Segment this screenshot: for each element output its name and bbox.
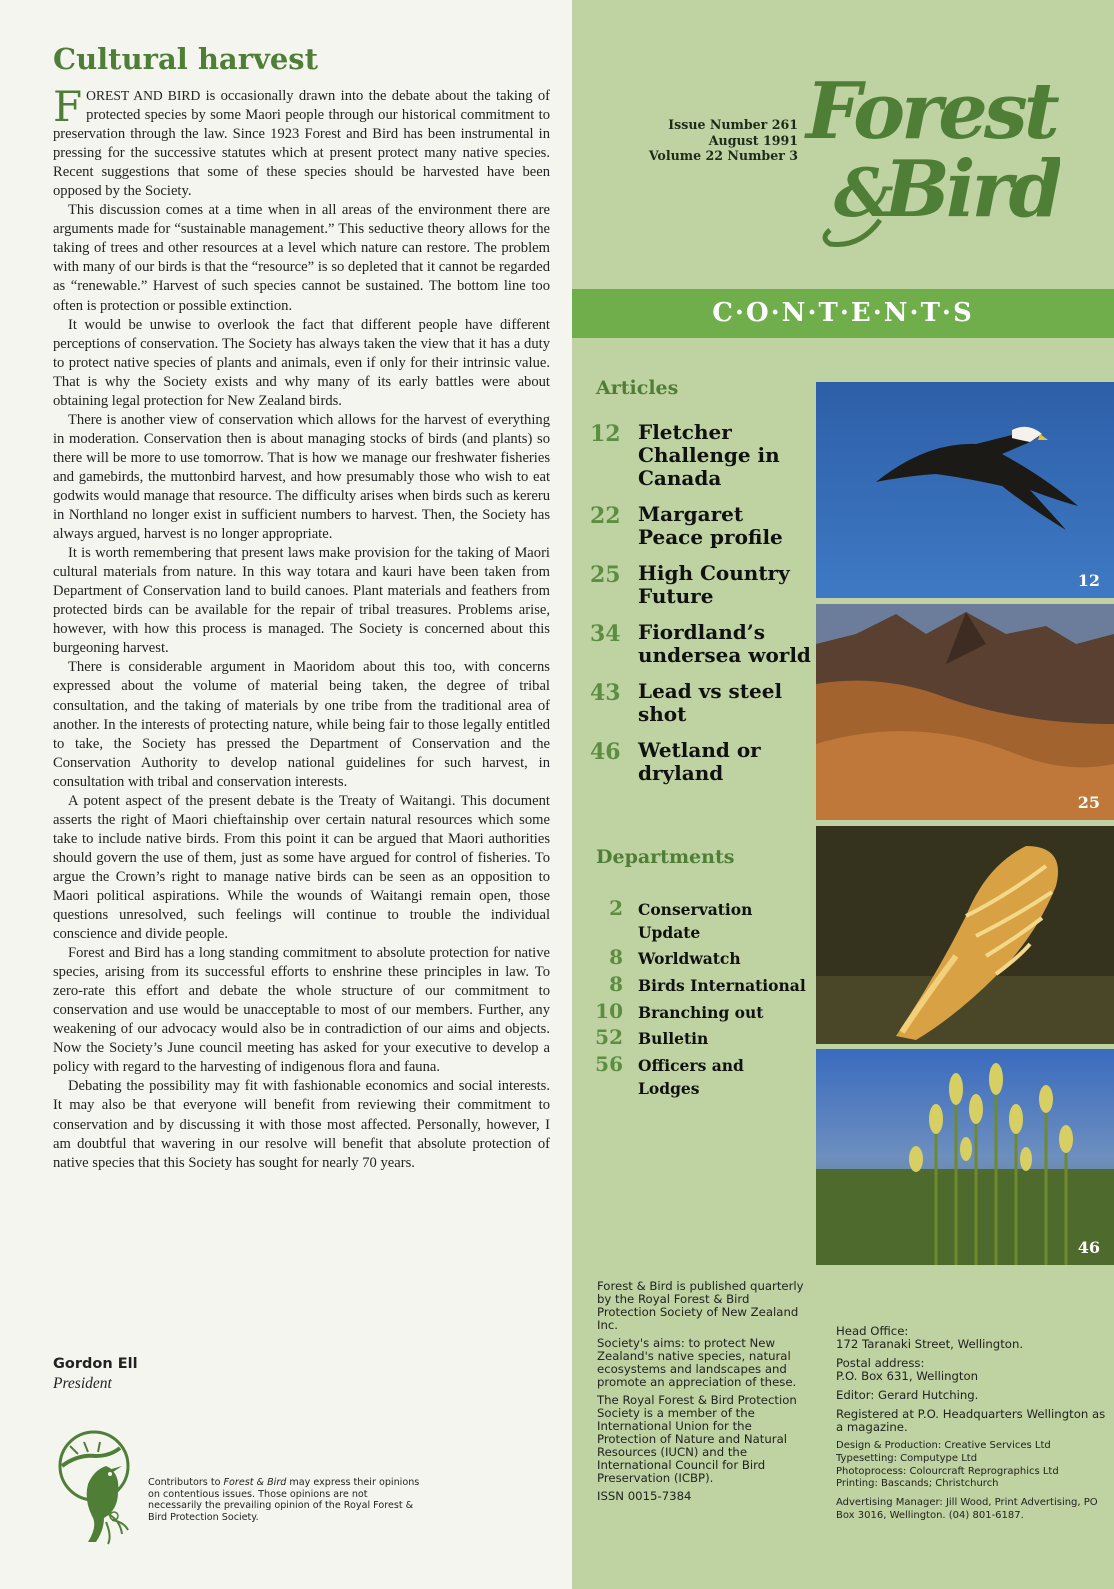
department-page: 52 [595,1025,623,1049]
mountain-photo[interactable] [816,604,1114,820]
issue-volume: Volume 22 Number 3 [648,148,798,163]
author-name: Gordon Ell [53,1356,138,1372]
disclaimer-text: Contributors to [148,1477,224,1488]
department-page: 10 [595,999,623,1023]
office-info [836,1325,1106,1523]
article-paragraph: A potent aspect of the present debate is the Treaty of Waitangi. This document asserts the right of Maori chieftainship over certain natural resources which some take to include native birds. From this point it can be argued that Maori authorities should govern the use of them, just as some have argued for control of fisheries. To argue the Crown’s right to manage native birds can be seen as an opposition to Maori political aspirations. While the wounds of Waitangi remain open, those questions unresolved, such feelings will continue to trouble the individual conscience and divide people. [53,792,550,943]
masthead-word-bird: Bird [884,144,1060,235]
article-paragraph: There is another view of conservation which allows for the harvest of everything in moderation. Conservation then is about managing stocks of birds (and plants) so there will be more to use tomorrow. That is how we manage our freshwater fisheries and gamebirds, the muttonbird harvest, and how presumably those who wish to eat godwits would manage that resource. The difficulty arises when birds such as kereru in Northland no longer exist in sufficient numbers to harvest. Then, the Society has always argued, harvest is no longer appropriate. [53,411,550,543]
article-paragraph: It is worth remembering that present laws make provision for the taking of Maori cultural materials from nature. In this way totara and kauri have been taken from Department of Conservation land to build canoes. Plant materials and feathers from protected birds can be available for the repair of tribal treasures. Problems arise, however, with how this process is managed. The Society is concerned about this burgeoning harvest. [53,545,550,657]
lead-caps: OREST AND BIRD [86,88,201,103]
article-headline: Cultural harvest [53,42,319,76]
photo-caption: 12 [1077,571,1100,590]
article-page: 46 [590,739,621,765]
contents-heading-bar: C·O·N·T·E·N·T·S [572,289,1114,338]
typesetting-credit: Typesetting: Computype Ltd [836,1452,978,1464]
forest-bird-masthead [800,48,1060,258]
society-bird-logo [48,1426,140,1546]
disclaimer-italic: Forest & Bird [223,1477,287,1488]
issn: ISSN 0015-7384 [597,1489,692,1503]
article-body [53,82,550,1173]
eagle-image [816,382,1114,598]
contributors-disclaimer [148,1477,423,1523]
masthead-word-forest: Forest [806,66,1056,157]
advertising-credit: Advertising Manager: Jill Wood, Print Advertising, PO Box 3016, Wellington. (04) 801-6187. [836,1497,1098,1521]
publisher-statement: Forest & Bird is published quarterly by the Royal Forest & Bird Protection Society of New Zealand Inc. [597,1279,804,1332]
registration: Registered at P.O. Headquarters Wellington as a magazine. [836,1407,1106,1434]
drop-cap: F [53,82,83,131]
issue-info [628,117,798,164]
article-paragraph: There is considerable argument in Maoridom about this too, with concerns expressed about the volume of material being taken, the degree of tribal consultation, and the taking of materials by one tribe from the traditional area of another. In the interests of protecting nature, while being fair to those legally entitled to take, the Society has pressed the Department of Conservation and the Conservation Authority to develop national guidelines for such harvest, in consultation with tribal and conservation interests. [53,659,550,790]
sea-pen-image [816,826,1114,1044]
photoprocess-credit: Photoprocess: Colourcraft Reprographics Ltd [836,1465,1059,1477]
article-title: Wetland or dryland [638,738,761,785]
department-page: 8 [609,972,623,996]
article-page: 12 [590,421,621,447]
article-paragraph: This discussion comes at a time when in all areas of the environment there are arguments made for “sustainable management.” This seductive theory allows for the taking of trees and other resources at a level which nature can restore. The problem with many of our birds is that the “resource” is so depleted that it cannot be regarded as “renewable.” Harvest of such species cannot be sustained. The bottom line too often is protection or possible extinction. [53,202,550,314]
flowers-photo[interactable] [816,1049,1114,1265]
article-page: 22 [590,503,621,529]
article-title: High Country Future [638,561,790,608]
issue-date: August 1991 [708,132,798,148]
publisher-info [597,1280,812,1508]
printing-credit: Printing: Bascands; Christchurch [836,1478,999,1490]
department-title: Worldwatch [638,949,741,968]
department-title: Birds International [638,976,806,995]
article-title: Fletcher Challenge in Canada [638,420,780,490]
eagle-photo[interactable] [816,382,1114,598]
article-paragraph: Debating the possibility may fit with fashionable economics and social interests. It may also be that everyone will benefit from reviewing their commitment to conservation and by discussing it with those most affected. Personally, however, I am doubtful that wavering in our resolve will benefit that absolute protection of native species that this Society has sought for nearly 70 years. [53,1078,550,1171]
department-page: 56 [595,1052,623,1076]
article-title: Margaret Peace profile [638,502,783,549]
paragraph-text: is occasionally drawn into the debate about the taking of protected species by some Maori people through our historical commitment to preservation through the law. Since 1923 Forest and Bird has been instrumental in pressing for the successive statutes which at present protect many native species. Recent suggestions that some of these species should be harvested have been opposed by the Society. [53,88,550,200]
sea-pen-photo[interactable] [816,826,1114,1044]
photo-caption: 46 [1077,1238,1100,1257]
society-aims: Society's aims: to protect New Zealand's native species, natural ecosystems and landscapes and promote an appreciation of these. [597,1336,797,1389]
department-page: 2 [609,896,623,920]
masthead-ampersand: & [834,154,894,232]
photo-caption: 25 [1077,793,1100,812]
department-title: Branching out [638,1003,764,1022]
flowers-image [816,1049,1114,1265]
postal-address [836,1357,1106,1383]
article-title: Fiordland’s undersea world [638,620,811,667]
department-title: Bulletin [638,1029,709,1048]
articles-heading: Articles [596,377,679,399]
departments-heading: Departments [596,846,735,868]
disclaimer-text: may express their opinions on contentious issues. Those opinions are not necessarily the prevailing opinion of the Royal Forest & Bird Protection Society. [148,1477,420,1523]
article-page: 34 [590,621,621,647]
author-role: President [53,1375,112,1392]
postal-label: Postal address: [836,1356,925,1370]
article-page: 25 [590,562,621,588]
editor: Editor: Gerard Hutching. [836,1388,979,1402]
department-page: 8 [609,945,623,969]
head-office-value: 172 Taranaki Street, Wellington. [836,1337,1024,1351]
article-title: Lead vs steel shot [638,679,783,726]
signature-block [53,1354,138,1394]
department-title: Officers and Lodges [638,1056,744,1098]
article-page: 43 [590,680,621,706]
design-credit: Design & Production: Creative Services Ltd [836,1440,1051,1451]
article-paragraph [53,82,550,201]
article-paragraph: It would be unwise to overlook the fact that different people have different perceptions of conservation. The Society has always taken the view that it has a duty to protect native species of plants and animals, even if only for their intrinsic value. That is why the Society exists and why many of its early battles were about obtaining legal protection for New Zealand birds. [53,316,550,409]
department-title: Conservation Update [638,900,753,942]
issue-number: Issue Number 261 [668,117,798,132]
article-paragraph: Forest and Bird has a long standing commitment to absolute protection for native species, arising from its successful efforts to enshrine these principles in law. To zero-rate this effort and debate the whole structure of our commitment to conservation and use would be unacceptable to most of our members. Further, any weakening of our advocacy would also be in contradiction of our aims and objects. Now the Society’s June council meeting has asked for your executive to develop a policy with regard to the harvesting of indigenous flora and fauna. [53,945,550,1076]
head-office [836,1325,1106,1351]
mountain-image [816,604,1114,820]
postal-value: P.O. Box 631, Wellington [836,1369,979,1383]
membership-statement: The Royal Forest & Bird Protection Society is a member of the International Union for the Protection of Nature and Natural Resources (IUCN) and the International Council for Bird Preservation (ICBP). [597,1393,797,1485]
head-office-label: Head Office: [836,1324,909,1338]
